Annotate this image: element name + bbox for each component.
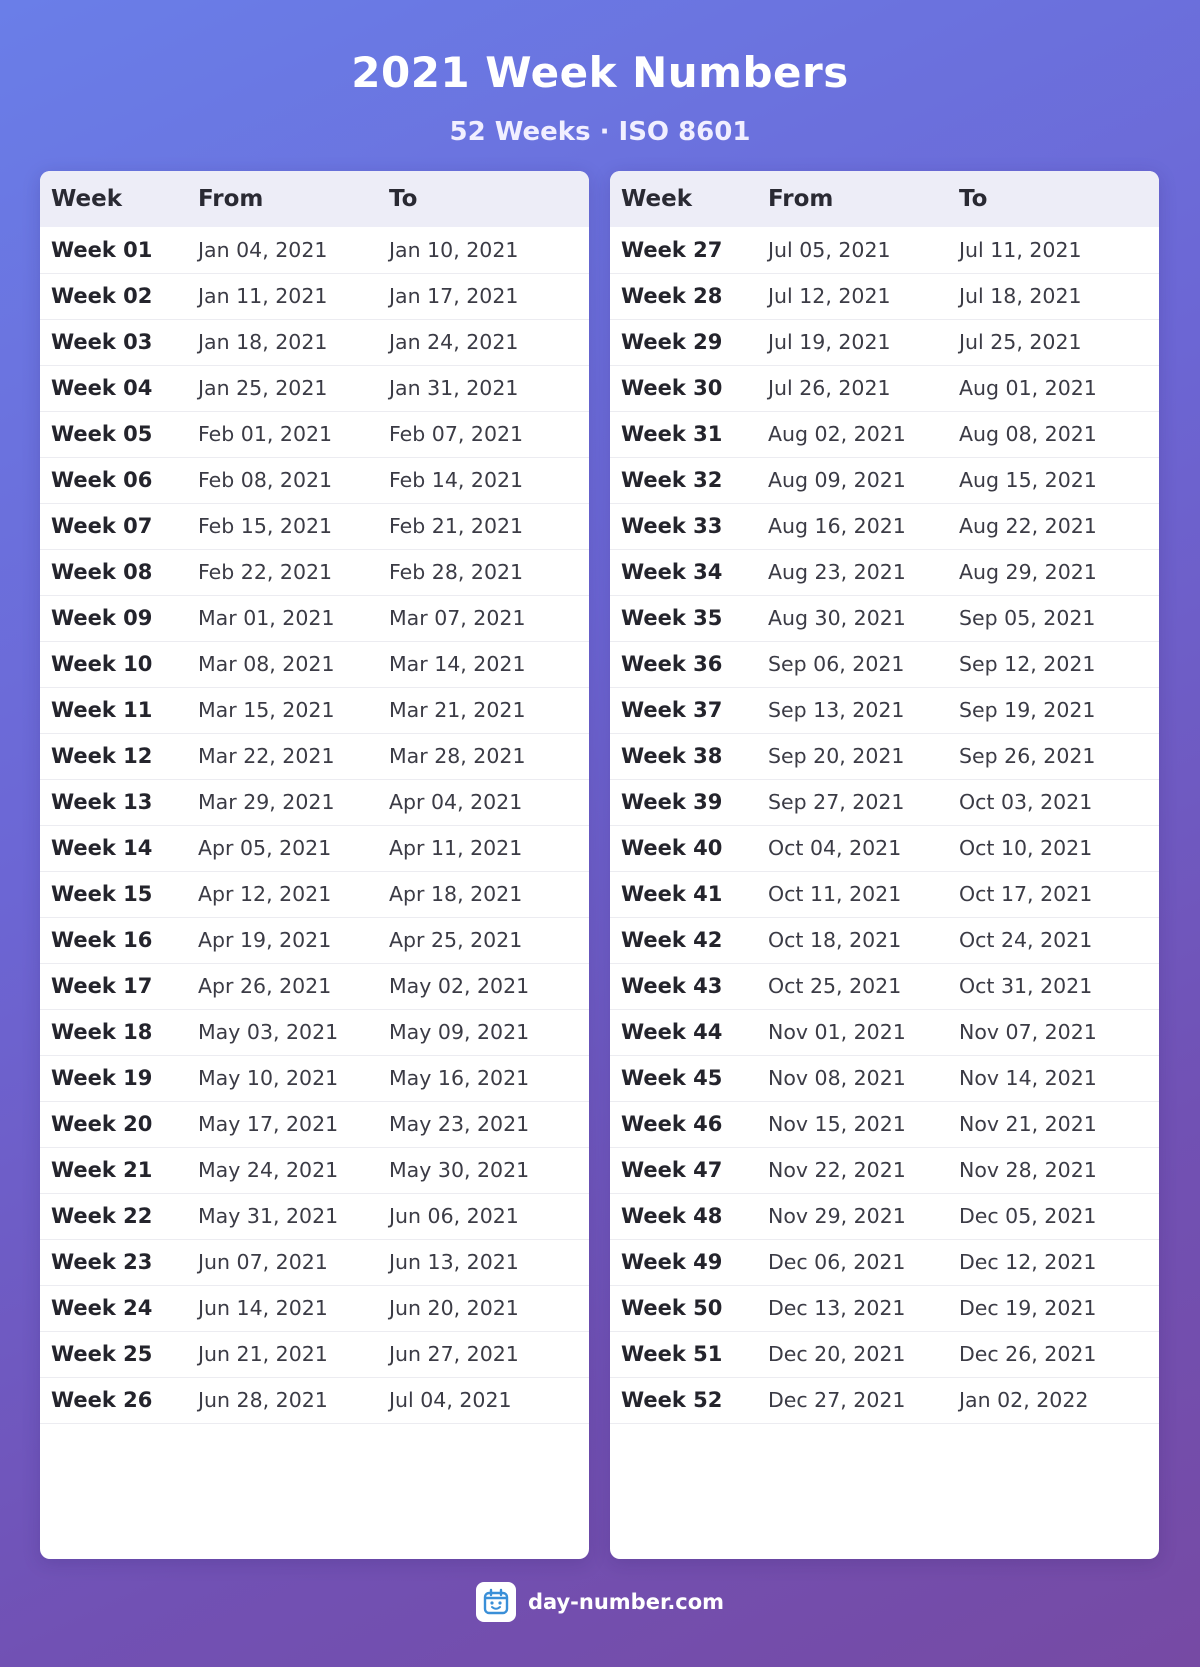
from-date-cell: Oct 11, 2021 — [768, 882, 902, 906]
week-cell: Week 10 — [51, 652, 153, 676]
from-date-cell: Jan 11, 2021 — [198, 284, 328, 308]
page-title: 2021 Week Numbers — [351, 48, 849, 97]
to-date-cell: Feb 21, 2021 — [389, 514, 524, 538]
to-date-cell: Sep 12, 2021 — [959, 652, 1096, 676]
column-header-from: From — [198, 186, 264, 212]
week-cell: Week 30 — [621, 376, 723, 400]
to-date-cell: Oct 31, 2021 — [959, 974, 1093, 998]
from-date-cell: Jan 04, 2021 — [198, 237, 328, 262]
week-cell: Week 43 — [621, 974, 723, 998]
from-date-cell: May 03, 2021 — [198, 1020, 339, 1044]
week-cell: Week 06 — [51, 468, 153, 492]
table-row — [610, 825, 1159, 871]
table-row — [40, 227, 589, 273]
to-date-cell: Apr 25, 2021 — [389, 928, 523, 952]
table-row — [610, 1331, 1159, 1377]
week-cell: Week 08 — [51, 560, 153, 584]
week-cell: Week 52 — [621, 1388, 723, 1412]
from-date-cell: Feb 15, 2021 — [198, 514, 333, 538]
to-date-cell: Nov 14, 2021 — [959, 1066, 1097, 1090]
table-row — [40, 917, 589, 963]
week-cell: Week 16 — [51, 928, 153, 952]
to-date-cell: Aug 01, 2021 — [959, 376, 1097, 400]
table-row — [610, 1285, 1159, 1331]
to-date-cell: Nov 21, 2021 — [959, 1112, 1097, 1136]
week-cell: Week 05 — [51, 422, 153, 446]
table-row — [610, 273, 1159, 319]
week-cell: Week 13 — [51, 790, 153, 814]
table-row — [40, 1285, 589, 1331]
table-row — [610, 1239, 1159, 1285]
table-row — [40, 457, 589, 503]
week-cell: Week 26 — [51, 1388, 153, 1412]
column-header-to: To — [959, 186, 988, 212]
week-cell: Week 42 — [621, 928, 723, 952]
from-date-cell: Aug 23, 2021 — [768, 560, 906, 584]
from-date-cell: Sep 13, 2021 — [768, 698, 905, 722]
week-cell: Week 18 — [51, 1020, 153, 1044]
table-row — [40, 503, 589, 549]
week-cell: Week 31 — [621, 422, 723, 446]
to-date-cell: Jun 13, 2021 — [389, 1250, 519, 1274]
week-cell: Week 04 — [51, 376, 153, 400]
to-date-cell: Oct 17, 2021 — [959, 882, 1093, 906]
week-cell: Week 51 — [621, 1342, 723, 1366]
to-date-cell: Dec 12, 2021 — [959, 1250, 1097, 1274]
table-row — [610, 641, 1159, 687]
table-row — [40, 1055, 589, 1101]
week-cell: Week 40 — [621, 836, 723, 860]
from-date-cell: Feb 01, 2021 — [198, 422, 333, 446]
from-date-cell: Mar 01, 2021 — [198, 606, 335, 630]
to-date-cell: May 02, 2021 — [389, 974, 530, 998]
week-cell: Week 38 — [621, 744, 723, 768]
week-cell: Week 22 — [51, 1204, 153, 1228]
to-date-cell: Aug 15, 2021 — [959, 468, 1097, 492]
from-date-cell: Dec 27, 2021 — [768, 1388, 906, 1412]
to-date-cell: Feb 14, 2021 — [389, 468, 524, 492]
week-cell: Week 14 — [51, 836, 153, 860]
table-row — [40, 1101, 589, 1147]
table-row — [610, 1377, 1159, 1423]
week-cell: Week 09 — [51, 606, 153, 630]
table-row — [40, 273, 589, 319]
from-date-cell: Sep 06, 2021 — [768, 652, 905, 676]
table-row — [40, 963, 589, 1009]
calendar-face-icon — [476, 1582, 516, 1622]
week-cell: Week 11 — [51, 698, 153, 722]
from-date-cell: Jun 21, 2021 — [198, 1342, 328, 1366]
table-row — [40, 595, 589, 641]
from-date-cell: Dec 06, 2021 — [768, 1250, 906, 1274]
week-cell: Week 47 — [621, 1158, 723, 1182]
table-row — [610, 963, 1159, 1009]
week-cell: Week 32 — [621, 468, 723, 492]
week-cell: Week 29 — [621, 330, 723, 354]
to-date-cell: Jan 02, 2022 — [959, 1388, 1089, 1412]
from-date-cell: May 24, 2021 — [198, 1158, 339, 1182]
from-date-cell: Feb 08, 2021 — [198, 468, 333, 492]
table-row — [40, 641, 589, 687]
table-row — [610, 1055, 1159, 1101]
to-date-cell: Jul 04, 2021 — [389, 1388, 512, 1412]
to-date-cell: Jul 18, 2021 — [959, 284, 1082, 308]
table-row — [40, 1331, 589, 1377]
table-header-row — [610, 171, 1159, 227]
to-date-cell: Aug 22, 2021 — [959, 514, 1097, 538]
table-row — [40, 779, 589, 825]
table-row — [610, 917, 1159, 963]
table-row — [610, 687, 1159, 733]
table-row — [610, 1147, 1159, 1193]
week-cell: Week 12 — [51, 744, 153, 768]
table-row — [40, 1239, 589, 1285]
page-header — [0, 40, 1200, 152]
week-cell: Week 39 — [621, 790, 723, 814]
table-row — [40, 871, 589, 917]
from-date-cell: Sep 27, 2021 — [768, 790, 905, 814]
from-date-cell: Jul 26, 2021 — [768, 376, 891, 400]
table-row — [40, 1009, 589, 1055]
week-cell: Week 01 — [51, 237, 153, 262]
from-date-cell: May 17, 2021 — [198, 1112, 339, 1136]
week-cell: Week 48 — [621, 1204, 723, 1228]
to-date-cell: Dec 26, 2021 — [959, 1342, 1097, 1366]
from-date-cell: Aug 09, 2021 — [768, 468, 906, 492]
table-row — [610, 1009, 1159, 1055]
week-cell: Week 45 — [621, 1066, 723, 1090]
table-row — [40, 733, 589, 779]
from-date-cell: Apr 26, 2021 — [198, 974, 332, 998]
week-cell: Week 23 — [51, 1250, 153, 1274]
from-date-cell: Jun 28, 2021 — [198, 1388, 328, 1412]
table-body — [40, 227, 589, 1423]
week-cell: Week 50 — [621, 1296, 723, 1320]
week-cell: Week 36 — [621, 652, 723, 676]
table-row — [610, 319, 1159, 365]
from-date-cell: Jan 18, 2021 — [198, 330, 328, 354]
from-date-cell: Mar 15, 2021 — [198, 698, 335, 722]
page-subtitle: 52 Weeks · ISO 8601 — [449, 117, 751, 147]
week-cell: Week 35 — [621, 606, 723, 630]
to-date-cell: Feb 07, 2021 — [389, 422, 524, 446]
to-date-cell: Jun 06, 2021 — [389, 1204, 519, 1228]
from-date-cell: Aug 30, 2021 — [768, 606, 906, 630]
from-date-cell: Oct 25, 2021 — [768, 974, 902, 998]
to-date-cell: Nov 07, 2021 — [959, 1020, 1097, 1044]
to-date-cell: Aug 29, 2021 — [959, 560, 1097, 584]
to-date-cell: Mar 21, 2021 — [389, 698, 526, 722]
week-cell: Week 17 — [51, 974, 153, 998]
weeks-table — [610, 171, 1159, 1424]
to-date-cell: Apr 04, 2021 — [389, 790, 523, 814]
to-date-cell: May 30, 2021 — [389, 1158, 530, 1182]
week-cell: Week 44 — [621, 1020, 723, 1044]
from-date-cell: Jul 19, 2021 — [768, 330, 891, 354]
table-row — [610, 549, 1159, 595]
from-date-cell: Aug 16, 2021 — [768, 514, 906, 538]
table-body — [610, 227, 1159, 1423]
table-row — [40, 365, 589, 411]
week-cell: Week 20 — [51, 1112, 153, 1136]
table-row — [40, 1147, 589, 1193]
table-row — [40, 825, 589, 871]
to-date-cell: Mar 14, 2021 — [389, 652, 526, 676]
week-cell: Week 15 — [51, 882, 153, 906]
table-header-row — [40, 171, 589, 227]
table-row — [610, 595, 1159, 641]
to-date-cell: Jun 27, 2021 — [389, 1342, 519, 1366]
week-cell: Week 37 — [621, 698, 723, 722]
to-date-cell: Jan 31, 2021 — [389, 376, 519, 400]
table-row — [610, 871, 1159, 917]
to-date-cell: Sep 26, 2021 — [959, 744, 1096, 768]
week-cell: Week 49 — [621, 1250, 723, 1274]
week-cell: Week 03 — [51, 330, 153, 354]
from-date-cell: Jan 25, 2021 — [198, 376, 328, 400]
week-cell: Week 27 — [621, 237, 723, 262]
from-date-cell: Mar 22, 2021 — [198, 744, 335, 768]
from-date-cell: Apr 12, 2021 — [198, 882, 332, 906]
footer — [0, 1580, 1200, 1624]
from-date-cell: Sep 20, 2021 — [768, 744, 905, 768]
table-row — [610, 779, 1159, 825]
to-date-cell: Dec 05, 2021 — [959, 1204, 1097, 1228]
to-date-cell: May 16, 2021 — [389, 1066, 530, 1090]
table-row — [610, 457, 1159, 503]
week-cell: Week 41 — [621, 882, 723, 906]
to-date-cell: Jul 25, 2021 — [959, 330, 1082, 354]
from-date-cell: Nov 01, 2021 — [768, 1020, 906, 1044]
to-date-cell: Dec 19, 2021 — [959, 1296, 1097, 1320]
table-row — [610, 365, 1159, 411]
from-date-cell: Mar 08, 2021 — [198, 652, 335, 676]
from-date-cell: Feb 22, 2021 — [198, 560, 333, 584]
to-date-cell: Apr 18, 2021 — [389, 882, 523, 906]
week-cell: Week 21 — [51, 1158, 153, 1182]
from-date-cell: Dec 20, 2021 — [768, 1342, 906, 1366]
site-link[interactable]: day-number.com — [527, 1590, 725, 1614]
to-date-cell: Oct 03, 2021 — [959, 790, 1093, 814]
table-row — [40, 319, 589, 365]
table-row — [40, 1193, 589, 1239]
to-date-cell: Jan 10, 2021 — [389, 237, 519, 262]
weeks-table-panel-left — [40, 171, 589, 1559]
week-cell: Week 34 — [621, 560, 723, 584]
to-date-cell: Jun 20, 2021 — [389, 1296, 519, 1320]
from-date-cell: Nov 22, 2021 — [768, 1158, 906, 1182]
week-cell: Week 25 — [51, 1342, 153, 1366]
to-date-cell: Mar 28, 2021 — [389, 744, 526, 768]
to-date-cell: Apr 11, 2021 — [389, 836, 523, 860]
from-date-cell: May 10, 2021 — [198, 1066, 339, 1090]
column-header-to: To — [389, 186, 418, 212]
from-date-cell: Jun 07, 2021 — [198, 1250, 328, 1274]
table-row — [40, 1377, 589, 1423]
table-row — [610, 733, 1159, 779]
table-row — [610, 411, 1159, 457]
to-date-cell: May 23, 2021 — [389, 1112, 530, 1136]
week-cell: Week 07 — [51, 514, 153, 538]
weeks-table-panel-right — [610, 171, 1159, 1559]
to-date-cell: Sep 19, 2021 — [959, 698, 1096, 722]
from-date-cell: Jun 14, 2021 — [198, 1296, 328, 1320]
to-date-cell: Oct 10, 2021 — [959, 836, 1093, 860]
to-date-cell: Jul 11, 2021 — [959, 237, 1082, 262]
from-date-cell: Apr 05, 2021 — [198, 836, 332, 860]
to-date-cell: Aug 08, 2021 — [959, 422, 1097, 446]
week-cell: Week 33 — [621, 514, 723, 538]
from-date-cell: Oct 18, 2021 — [768, 928, 902, 952]
to-date-cell: Sep 05, 2021 — [959, 606, 1096, 630]
week-cell: Week 24 — [51, 1296, 153, 1320]
column-header-from: From — [768, 186, 834, 212]
table-row — [610, 1101, 1159, 1147]
to-date-cell: May 09, 2021 — [389, 1020, 530, 1044]
table-row — [610, 227, 1159, 273]
week-cell: Week 02 — [51, 284, 153, 308]
table-row — [610, 1193, 1159, 1239]
column-header-week: Week — [51, 186, 123, 212]
from-date-cell: May 31, 2021 — [198, 1204, 339, 1228]
from-date-cell: Apr 19, 2021 — [198, 928, 332, 952]
from-date-cell: Oct 04, 2021 — [768, 836, 902, 860]
table-row — [40, 687, 589, 733]
week-cell: Week 28 — [621, 284, 723, 308]
from-date-cell: Aug 02, 2021 — [768, 422, 906, 446]
to-date-cell: Jan 24, 2021 — [389, 330, 519, 354]
table-row — [40, 549, 589, 595]
table-row — [40, 411, 589, 457]
from-date-cell: Jul 12, 2021 — [768, 284, 891, 308]
from-date-cell: Nov 15, 2021 — [768, 1112, 906, 1136]
to-date-cell: Nov 28, 2021 — [959, 1158, 1097, 1182]
from-date-cell: Nov 29, 2021 — [768, 1204, 906, 1228]
to-date-cell: Mar 07, 2021 — [389, 606, 526, 630]
to-date-cell: Jan 17, 2021 — [389, 284, 519, 308]
column-header-week: Week — [621, 186, 693, 212]
weeks-table — [40, 171, 589, 1424]
from-date-cell: Dec 13, 2021 — [768, 1296, 906, 1320]
to-date-cell: Oct 24, 2021 — [959, 928, 1093, 952]
week-cell: Week 19 — [51, 1066, 153, 1090]
from-date-cell: Mar 29, 2021 — [198, 790, 335, 814]
from-date-cell: Nov 08, 2021 — [768, 1066, 906, 1090]
to-date-cell: Feb 28, 2021 — [389, 560, 524, 584]
from-date-cell: Jul 05, 2021 — [768, 237, 891, 262]
week-cell: Week 46 — [621, 1112, 723, 1136]
table-row — [610, 503, 1159, 549]
